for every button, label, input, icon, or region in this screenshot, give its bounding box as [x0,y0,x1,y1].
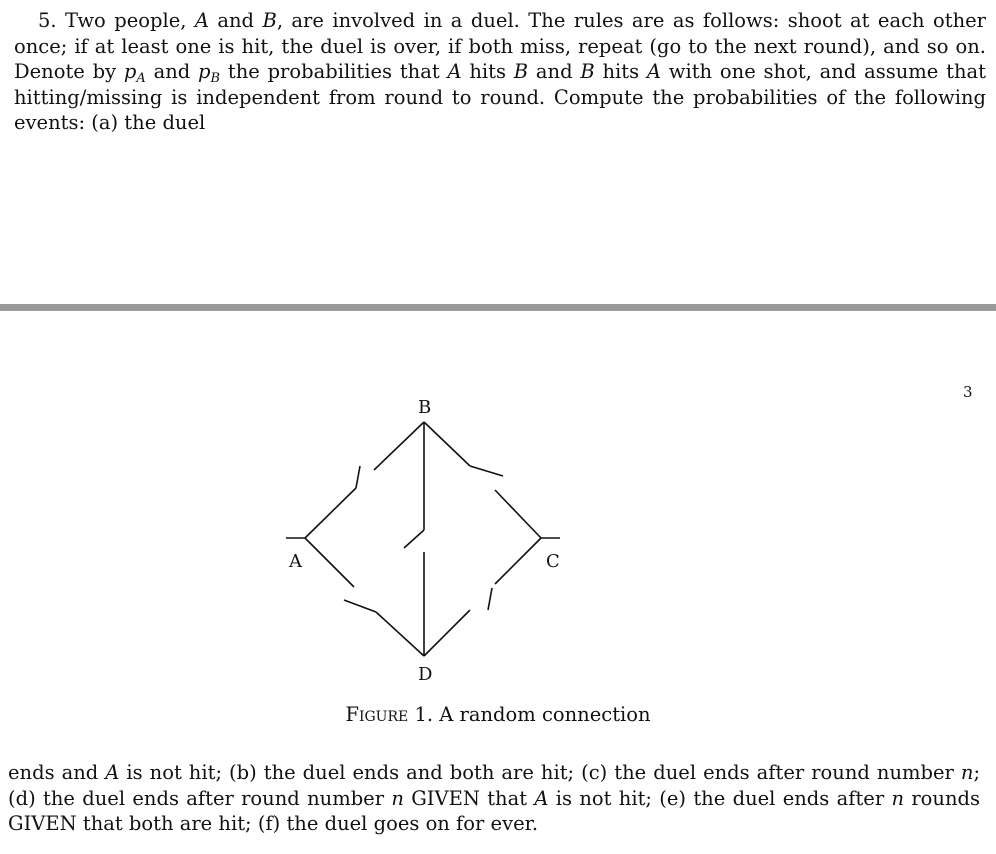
edge-c-d-segment [424,610,470,656]
switch-b-c-1 [470,466,503,476]
node-label-d: D [418,664,433,685]
edge-a-d-segment [305,538,354,587]
node-label-c: C [546,551,560,572]
figure-caption [0,703,996,726]
page-separator [0,304,996,311]
problem-text-top: 5. Two people, A and B, are involved in a duel. The rules are as follows: shoot at each other once; if at least one is hit, the duel is over, if both miss, repeat (go to the next round), and so on. Denote by $p_A$ and $p_B$ the probabilities that A hits B and B hits A with one shot, and assume that hitting/missing is independent from round to round. Compute the probabilities of the following events: (a) the duel [14,9,986,135]
node-label-b: B [418,397,432,418]
edge-b-c-segment [495,490,541,538]
switch-a-d [344,600,376,612]
problem-text-bottom: ends and A is not hit; (b) the duel ends and both are hit; (c) the duel ends after round number n; (d) the duel ends after round number n GIVEN that A is not hit; (e) the duel ends after n rounds GIVEN that both are hit; (f) the duel goes on for ever. [8,761,981,836]
edge-c-d-segment [495,538,541,584]
caption-text: 1. A random connection [408,703,651,726]
page-number: 3 [963,383,973,401]
caption-label: Figure [345,703,409,726]
edge-b-a-segment [374,422,424,470]
random-connection-diagram [270,390,580,660]
edge-b-a-segment [305,488,356,538]
edge-a-d-segment [376,612,424,656]
switch-a-b [356,466,360,488]
problem-number: 5. [38,9,57,32]
switch-b-d [404,530,424,548]
edge-b-c-segment [424,422,470,466]
switch-c-d [488,588,492,610]
node-label-a: A [289,551,302,572]
